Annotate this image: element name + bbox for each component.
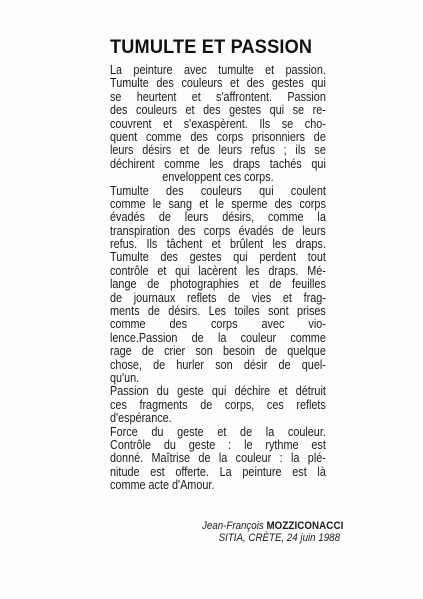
body-line: comme des corps avec vio-: [110, 317, 326, 332]
body-line: ments de désirs. Les toiles sont prises: [110, 304, 326, 319]
body-line: chose, de hurler son désir de quel-: [110, 357, 326, 372]
author-first-name: Jean-François: [202, 520, 264, 532]
body-line: La peinture avec tumulte et passion.: [110, 63, 326, 77]
body-line: d'espérance.: [110, 411, 172, 426]
body-line: lence.Passion de la couleur comme: [110, 330, 326, 345]
body-line: Tumulte des couleurs et des gestes qui: [110, 76, 326, 91]
body-line: évadés de leurs désirs, comme la: [110, 210, 326, 225]
body-line: rage de crier son besoin de quelque: [110, 344, 326, 359]
body-line: enveloppent ces corps.: [162, 170, 274, 185]
body-line: Tumulte des gestes qui perdent tout: [110, 250, 326, 265]
body-line: comme acte d'Amour.: [110, 478, 215, 493]
article-title: TUMULTE ET PASSION: [110, 36, 313, 58]
body-line: transpiration des corps évadés de leurs: [110, 223, 326, 238]
body-line: se heurtent et s'affrontent. Passion: [110, 89, 326, 104]
body-line: comme le sang et le sperme des corps: [110, 196, 326, 211]
signature-block: [190, 520, 344, 544]
body-line: donné. Maîtrise de la couleur : la plé-: [110, 451, 326, 466]
body-line: qu'un.: [110, 370, 140, 385]
place-date: SITIA, CRÈTE, 24 juin 1988: [218, 532, 340, 544]
body-line: Passion du geste qui déchire et détruit: [110, 384, 326, 399]
body-line: couvrent et s'exaspèrent. Ils se cho-: [110, 116, 326, 131]
body-line: ces fragments de corps, ces reflets: [110, 397, 326, 412]
body-line: contrôle et qui lacèrent les draps. Mé-: [110, 263, 326, 278]
body-line: refus. Ils tâchent et brûlent les draps.: [110, 237, 326, 252]
body-line: déchirent comme les draps tachés qui: [110, 156, 326, 171]
body-line: leurs désirs et de leurs refus ; ils se: [110, 143, 326, 158]
body-line: Contrôle du geste : le rythme est: [110, 437, 326, 452]
body-line: Tumulte des couleurs qui coulent: [110, 183, 326, 198]
body-line: Force du geste et de la couleur.: [110, 424, 326, 439]
body-line: quent comme des corps prisonniers de: [110, 129, 326, 144]
body-line: de journaux reflets de vies et frag-: [110, 290, 326, 305]
body-line: lange de photographies et de feuilles: [110, 277, 326, 292]
author-line: [202, 520, 344, 532]
body-line: nitude est offerte. La peinture est là: [110, 464, 326, 479]
article-body: [110, 64, 326, 493]
body-line: des couleurs et des gestes qui se re-: [110, 103, 326, 118]
author-last-name: MOZZICONACCI: [266, 520, 344, 532]
